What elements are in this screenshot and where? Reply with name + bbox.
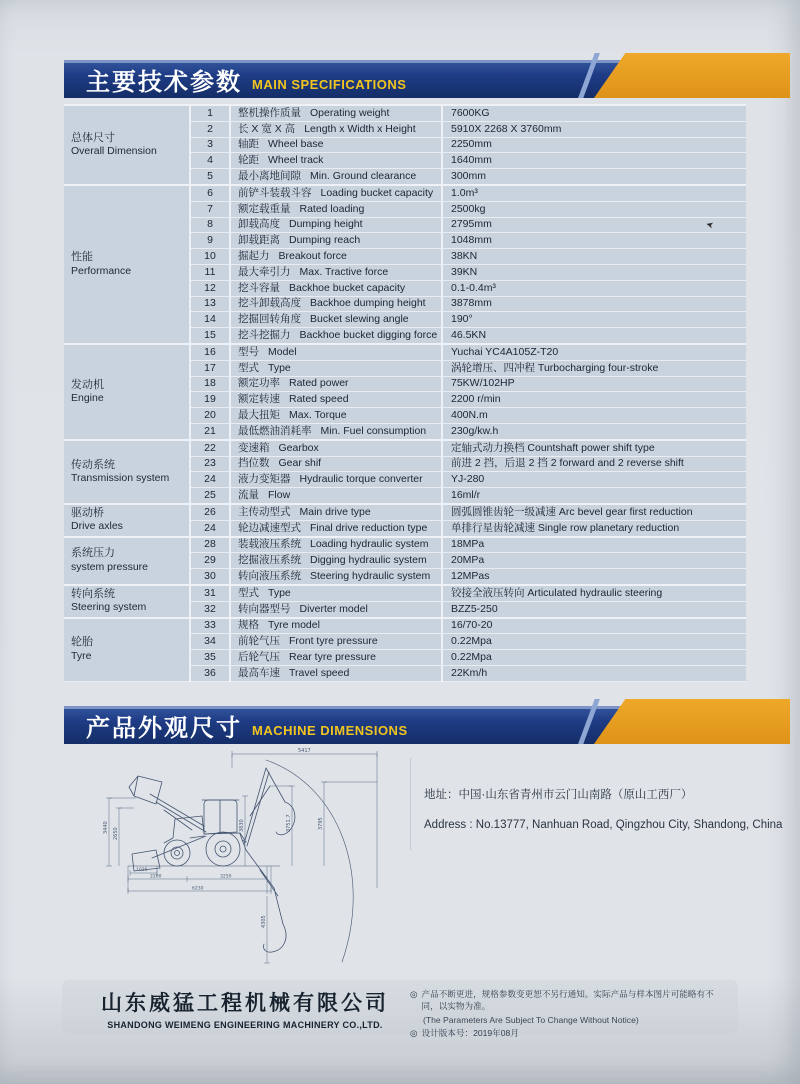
param-name-zh: 后轮气压 [238,650,280,663]
param-name [230,569,442,585]
dim-bottom-1: 1025 [136,868,148,873]
param-name-zh: 挖斗挖掘力 [238,329,291,342]
param-name-zh: 流量 [238,489,259,502]
param-name-zh: 规格 [238,619,259,632]
row-number: 23 [190,456,230,472]
row-number: 25 [190,488,230,504]
spec-group [64,618,746,682]
param-value: 230g/kw.h [442,423,746,439]
param-name-zh: 变速箱 [238,441,270,454]
address-en: Address : No.13777, Nanhuan Road, Qingzhou City, Shandong, China [424,819,783,831]
param-value: 300mm [442,169,746,185]
section-header-main-specs [64,60,790,98]
row-number: 13 [190,296,230,312]
param-name [230,344,442,360]
param-value: 涡轮增压、四冲程 Turbocharging four-stroke [442,360,746,376]
spec-row [64,618,746,634]
row-number: 20 [190,408,230,424]
param-name [230,601,442,617]
row-number: 26 [190,504,230,520]
param-name-en: Min. Ground clearance [310,170,417,183]
param-name [230,217,442,233]
category-cell [64,344,190,440]
category-cell [64,585,190,618]
category-name-zh: 性能 [71,251,93,264]
machine-dimension-drawing [80,746,410,974]
param-name-en: Length x Width x Height [304,122,416,135]
param-name [230,472,442,488]
param-name-zh: 挖斗卸载高度 [238,297,301,310]
dim-bottom-2: 2200 [150,874,162,880]
blue-stripe-accent [576,699,602,744]
machine-dimensions-title-zh: 产品外观尺寸 [86,714,242,742]
row-number: 28 [190,537,230,553]
row-number: 36 [190,665,230,681]
spec-group [64,585,746,618]
row-number: 10 [190,249,230,265]
row-number: 31 [190,585,230,601]
dim-bottom-3: 3250 [220,874,232,880]
param-name [230,137,442,153]
param-name [230,280,442,296]
param-value: 5910X 2268 X 3760mm [442,121,746,137]
param-name-zh: 卸载距离 [238,234,280,247]
param-name-zh: 最大牵引力 [238,265,291,278]
param-name-en: Wheel base [268,138,324,151]
param-name-en: Rear tyre pressure [289,650,376,663]
param-name [230,105,442,121]
orange-wedge-accent [594,53,790,98]
note-line-2 [410,1028,730,1040]
param-name-zh: 挡位数 [238,457,270,470]
param-name [230,392,442,408]
param-name [230,585,442,601]
param-name [230,328,442,344]
param-name-en: Type [268,361,291,374]
param-value: 12MPas [442,569,746,585]
param-value: 16/70-20 [442,618,746,634]
category-cell [64,618,190,682]
blue-stripe-accent [576,53,602,98]
row-number: 16 [190,344,230,360]
cursor-artifact: ➤ [704,219,715,231]
row-number: 7 [190,201,230,217]
param-name [230,488,442,504]
param-name-zh: 挖斗容量 [238,281,280,294]
row-number: 1 [190,105,230,121]
category-name-en: Engine [71,392,104,405]
param-name-en: Operating weight [310,106,390,119]
param-name-en: Wheel track [268,154,324,167]
category-cell [64,537,190,585]
param-value: 22Km/h [442,665,746,681]
dimension-lines [106,751,377,963]
param-name-zh: 卸载高度 [238,218,280,231]
param-name-zh: 长 X 宽 X 高 [238,122,296,135]
param-name-en: Dumping reach [289,234,361,247]
category-name-zh: 传动系统 [71,458,115,471]
param-value: 16ml/r [442,488,746,504]
param-name [230,264,442,280]
company-name-zh: 山东威猛工程机械有限公司 [101,992,389,1015]
param-name-en: Diverter model [299,602,368,615]
param-value: 39KN [442,264,746,280]
param-value: 铰接全液压转向 Articulated hydraulic steering [442,585,746,601]
param-name-en: Backhoe bucket digging force [299,329,438,342]
param-value: 0.22Mpa [442,650,746,666]
param-name [230,618,442,634]
category-cell [64,185,190,344]
param-value: 190° [442,312,746,328]
note1-en: (The Parameters Are Subject To Change Without Notice) [423,1014,639,1025]
row-number: 21 [190,423,230,439]
row-number: 29 [190,553,230,569]
company-block [90,987,400,1030]
param-name [230,456,442,472]
param-name [230,650,442,666]
main-specs-title-zh: 主要技术参数 [86,68,242,96]
category-name-en: Transmission system [71,472,170,485]
param-name [230,408,442,424]
param-name-zh: 最大扭矩 [238,409,280,422]
param-name-en: Model [268,345,297,358]
param-value: 2250mm [442,137,746,153]
param-name-en: Rated loading [299,202,365,215]
param-name-zh: 额定载重量 [238,202,291,215]
spec-row [64,185,746,201]
param-name [230,553,442,569]
param-name-en: Loading bucket capacity [320,186,434,199]
param-name [230,634,442,650]
category-name-en: Overall Dimension [71,145,157,158]
param-name-en: Digging hydraulic system [310,554,427,567]
bullet-icon: ◎ [410,1028,418,1039]
param-name [230,121,442,137]
row-number: 17 [190,360,230,376]
param-name-zh: 液力变矩器 [238,473,291,486]
param-name-en: Backhoe dumping height [310,297,426,310]
param-name-zh: 主传动型式 [238,505,291,518]
category-name-zh: 系统压力 [71,547,115,560]
row-number: 2 [190,121,230,137]
spec-group [64,504,746,537]
param-name [230,233,442,249]
param-name-en: Front tyre pressure [289,635,378,648]
param-value: 1.0m³ [442,185,746,201]
category-name-zh: 转向系统 [71,587,115,600]
spec-row [64,344,746,360]
param-value: 定轴式动力换档 Countshaft power shift type [442,440,746,456]
param-name [230,504,442,520]
param-name-en: Steering hydraulic system [310,570,431,582]
footer-band [62,980,738,1039]
header-accent [594,53,790,98]
dim-cab: 3830 [239,819,245,832]
param-name-zh: 轴距 [238,138,259,151]
category-name-zh: 轮胎 [71,636,93,649]
row-number: 19 [190,392,230,408]
dim-left-inner: 2650 [113,827,119,840]
param-name [230,360,442,376]
param-name-zh: 挖掘回转角度 [238,313,301,326]
param-name-zh: 掘起力 [238,250,270,263]
param-name-zh: 整机操作质量 [238,106,301,119]
param-name-en: Max. Torque [289,409,347,422]
dimension-labels [103,748,324,928]
param-name-zh: 挖掘液压系统 [238,554,301,567]
param-name [230,249,442,265]
category-cell [64,105,190,185]
row-number: 14 [190,312,230,328]
spec-group [64,440,746,504]
section-header-machine-dimensions [64,706,790,744]
category-name-zh: 发动机 [71,378,104,391]
param-name [230,153,442,169]
param-name-en: Final drive reduction type [310,521,428,534]
dim-left-outer: 3440 [103,821,109,834]
param-name-en: Rated speed [289,393,349,406]
param-name-en: Min. Fuel consumption [320,424,427,437]
param-value: Yuchai YC4A105Z-T20 [442,344,746,360]
row-number: 11 [190,264,230,280]
category-name-zh: 驱动桥 [71,506,104,519]
note-line-1 [410,989,730,1012]
spec-group [64,105,746,185]
row-number: 24 [190,520,230,536]
param-name-zh: 型号 [238,345,259,358]
param-name-zh: 型式 [238,586,259,599]
param-name-zh: 前铲斗装载斗容 [238,186,312,199]
spec-row [64,440,746,456]
param-value: 0.22Mpa [442,634,746,650]
param-name [230,296,442,312]
param-name-en: Flow [268,489,291,502]
spec-group [64,185,746,344]
param-name-zh: 轮距 [238,154,259,167]
param-value: 单排行星齿轮减速 Single row planetary reduction [442,520,746,536]
category-name-zh: 总体尺寸 [71,131,115,144]
param-value: 7600KG [442,105,746,121]
param-name-en: Dumping height [289,218,363,231]
machine-outline [128,760,353,962]
category-name-en: system pressure [71,560,149,573]
param-value: 圆弧圆锥齿轮一级减速 Arc bevel gear first reduction [442,504,746,520]
machine-dimensions-title-en: MACHINE DIMENSIONS [252,722,408,738]
param-name-zh: 装载液压系统 [238,538,301,551]
param-name [230,312,442,328]
param-name-en: Bucket slewing angle [310,313,409,326]
note2-version: 设计版本号：2019年08月 [421,1028,519,1039]
param-name-zh: 前轮气压 [238,635,280,648]
row-number: 18 [190,376,230,392]
category-cell [64,504,190,537]
note1-zh: 产品不断更进，规格参数变更恕不另行通知。实际产品与样本图片可能略有不同，以实物为准。 [421,989,714,1011]
row-number: 4 [190,153,230,169]
param-name-en: Main drive type [299,505,371,518]
param-value: 前进 2 挡，后退 2 挡 2 forward and 2 reverse shift [442,456,746,472]
param-name-en: Gearbox [278,441,319,454]
param-name [230,440,442,456]
header-accent [594,699,790,744]
dim-top: 5417 [298,748,311,754]
param-name-zh: 额定转速 [238,393,280,406]
orange-wedge-accent [594,699,790,744]
param-value: 0.1-0.4m³ [442,280,746,296]
param-value: 3878mm [442,296,746,312]
row-number: 35 [190,650,230,666]
param-name [230,520,442,536]
param-name-en: Breakout force [278,250,347,263]
param-name-en: Rated power [289,377,349,390]
spec-group [64,537,746,585]
param-value: 20MPa [442,553,746,569]
row-number: 6 [190,185,230,201]
param-name [230,423,442,439]
param-value: 1048mm [442,233,746,249]
param-name [230,169,442,185]
spec-table [64,104,746,682]
dim-backhoe-inner: 3751.7 [286,814,292,832]
dim-backhoe-outer: 3795 [318,817,324,830]
category-name-en: Drive axles [71,520,123,533]
param-name-zh: 最低燃油消耗率 [238,424,312,437]
param-name [230,201,442,217]
row-number: 5 [190,169,230,185]
param-value: 400N.m [442,408,746,424]
row-number: 15 [190,328,230,344]
param-name-en: Loading hydraulic system [310,538,429,551]
param-name-zh: 型式 [238,361,259,374]
row-number: 30 [190,569,230,585]
param-name-en: Hydraulic torque converter [299,473,423,486]
category-cell [64,440,190,504]
row-number: 9 [190,233,230,249]
spec-row [64,537,746,553]
row-number: 8 [190,217,230,233]
param-name-en: Backhoe bucket capacity [289,281,406,294]
dim-bottom-total: 6230 [192,886,204,892]
row-number: 32 [190,601,230,617]
spec-group [64,344,746,440]
spec-row [64,105,746,121]
page-crease-line [410,758,411,850]
footer-notes [410,989,730,1042]
param-value: 46.5KN [442,328,746,344]
dim-dig-depth: 4305 [261,915,267,928]
param-name [230,376,442,392]
param-name-zh: 轮边减速型式 [238,521,301,534]
param-value: 75KW/102HP [442,376,746,392]
main-specs-title-en: MAIN SPECIFICATIONS [252,76,407,92]
row-number: 22 [190,440,230,456]
address-block [424,786,783,848]
category-name-en: Steering system [71,601,147,614]
address-zh: 地址：中国·山东省青州市云门山南路（原山工西厂） [424,789,693,801]
param-value: 2200 r/min [442,392,746,408]
row-number: 3 [190,137,230,153]
param-name-zh: 转向器型号 [238,602,291,615]
bullet-icon: ◎ [410,989,418,999]
param-name-zh: 最高车速 [238,666,280,679]
param-value: YJ-280 [442,472,746,488]
param-value: 38KN [442,249,746,265]
param-value: 2500kg [442,201,746,217]
param-name-zh: 转向液压系统 [238,570,301,582]
param-name-zh: 额定功率 [238,377,280,390]
param-value: 18MPa [442,537,746,553]
param-name [230,665,442,681]
row-number: 33 [190,618,230,634]
spec-row [64,504,746,520]
param-name-en: Tyre model [268,619,320,632]
category-name-en: Tyre [71,649,92,662]
row-number: 24 [190,472,230,488]
param-name [230,185,442,201]
row-number: 34 [190,634,230,650]
category-name-en: Performance [71,264,132,277]
param-value: BZZ5-250 [442,601,746,617]
param-name-zh: 最小离地间隙 [238,170,301,183]
param-value: 2795mm [442,217,746,233]
spec-row [64,585,746,601]
param-name-en: Type [268,586,291,599]
param-value: 1640mm [442,153,746,169]
row-number: 12 [190,280,230,296]
param-name-en: Travel speed [289,666,350,679]
param-name-en: Gear shif [278,457,322,470]
company-name-en: SHANDONG WEIMENG ENGINEERING MACHINERY CO.,LTD. [107,1020,383,1030]
param-name [230,537,442,553]
param-name-en: Max. Tractive force [299,265,389,278]
